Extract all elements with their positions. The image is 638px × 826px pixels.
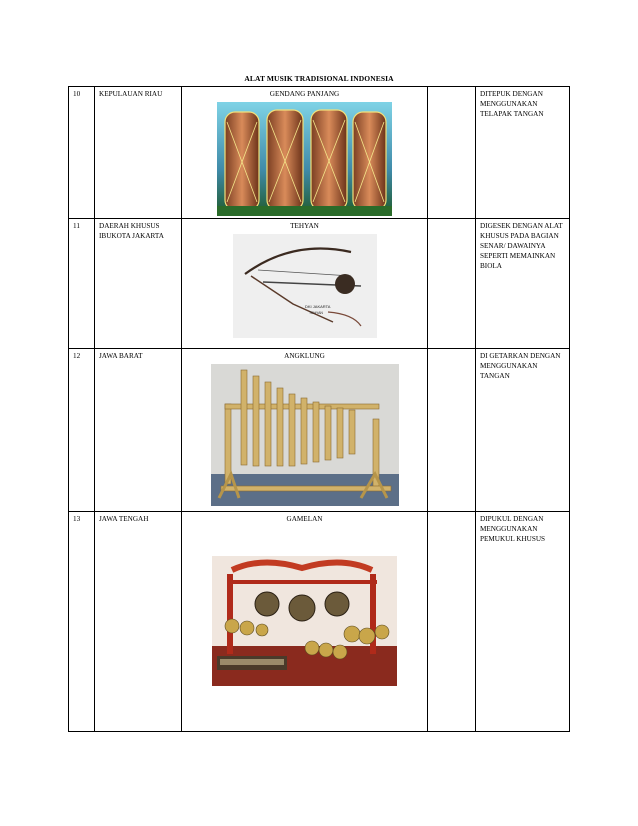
method-cell: DIPUKUL DENGAN MENGGUNAKAN PEMUKUL KHUSUS <box>476 512 570 732</box>
instrument-name: GAMELAN <box>286 515 323 523</box>
empty-cell <box>428 512 476 732</box>
gamelan-image <box>212 556 397 686</box>
instrument-cell <box>182 219 428 349</box>
row-number: 10 <box>69 87 95 219</box>
table-row <box>69 219 570 349</box>
tehyan-caption-2: TEHYAN <box>308 311 323 315</box>
instrument-cell <box>182 349 428 512</box>
table-row <box>69 87 570 219</box>
page-title: ALAT MUSIK TRADISIONAL INDONESIA <box>244 74 394 83</box>
empty-cell <box>428 349 476 512</box>
method-cell: DITEPUK DENGAN MENGGUNAKAN TELAPAK TANGAN <box>476 87 570 219</box>
row-number: 11 <box>69 219 95 349</box>
angklung-image <box>211 364 399 506</box>
empty-cell <box>428 219 476 349</box>
region-cell: JAWA TENGAH <box>95 512 182 732</box>
row-number: 12 <box>69 349 95 512</box>
instrument-name: GENDANG PANJANG <box>269 90 340 98</box>
region-cell: JAWA BARAT <box>95 349 182 512</box>
method-cell: DIGESEK DENGAN ALAT KHUSUS PADA BAGIAN SENAR/ DAWAINYA SEPERTI MEMAINKAN BIOLA <box>476 219 570 349</box>
region-cell: KEPULAUAN RIAU <box>95 87 182 219</box>
gendang-panjang-image <box>217 102 392 216</box>
instrument-cell <box>182 512 428 732</box>
method-cell: DI GETARKAN DENGAN MENGGUNAKAN TANGAN <box>476 349 570 512</box>
region-cell: DAERAH KHUSUS IBUKOTA JAKARTA <box>95 219 182 349</box>
instrument-name: ANGKLUNG <box>284 352 325 360</box>
empty-cell <box>428 87 476 219</box>
tehyan-image <box>233 234 377 338</box>
row-number: 13 <box>69 512 95 732</box>
table-row <box>69 512 570 732</box>
instrument-table <box>68 86 570 732</box>
table-row <box>69 349 570 512</box>
tehyan-caption-1: DKI JAKARTA <box>304 304 330 309</box>
instrument-name: TEHYAN <box>290 222 319 230</box>
instrument-cell <box>182 87 428 219</box>
